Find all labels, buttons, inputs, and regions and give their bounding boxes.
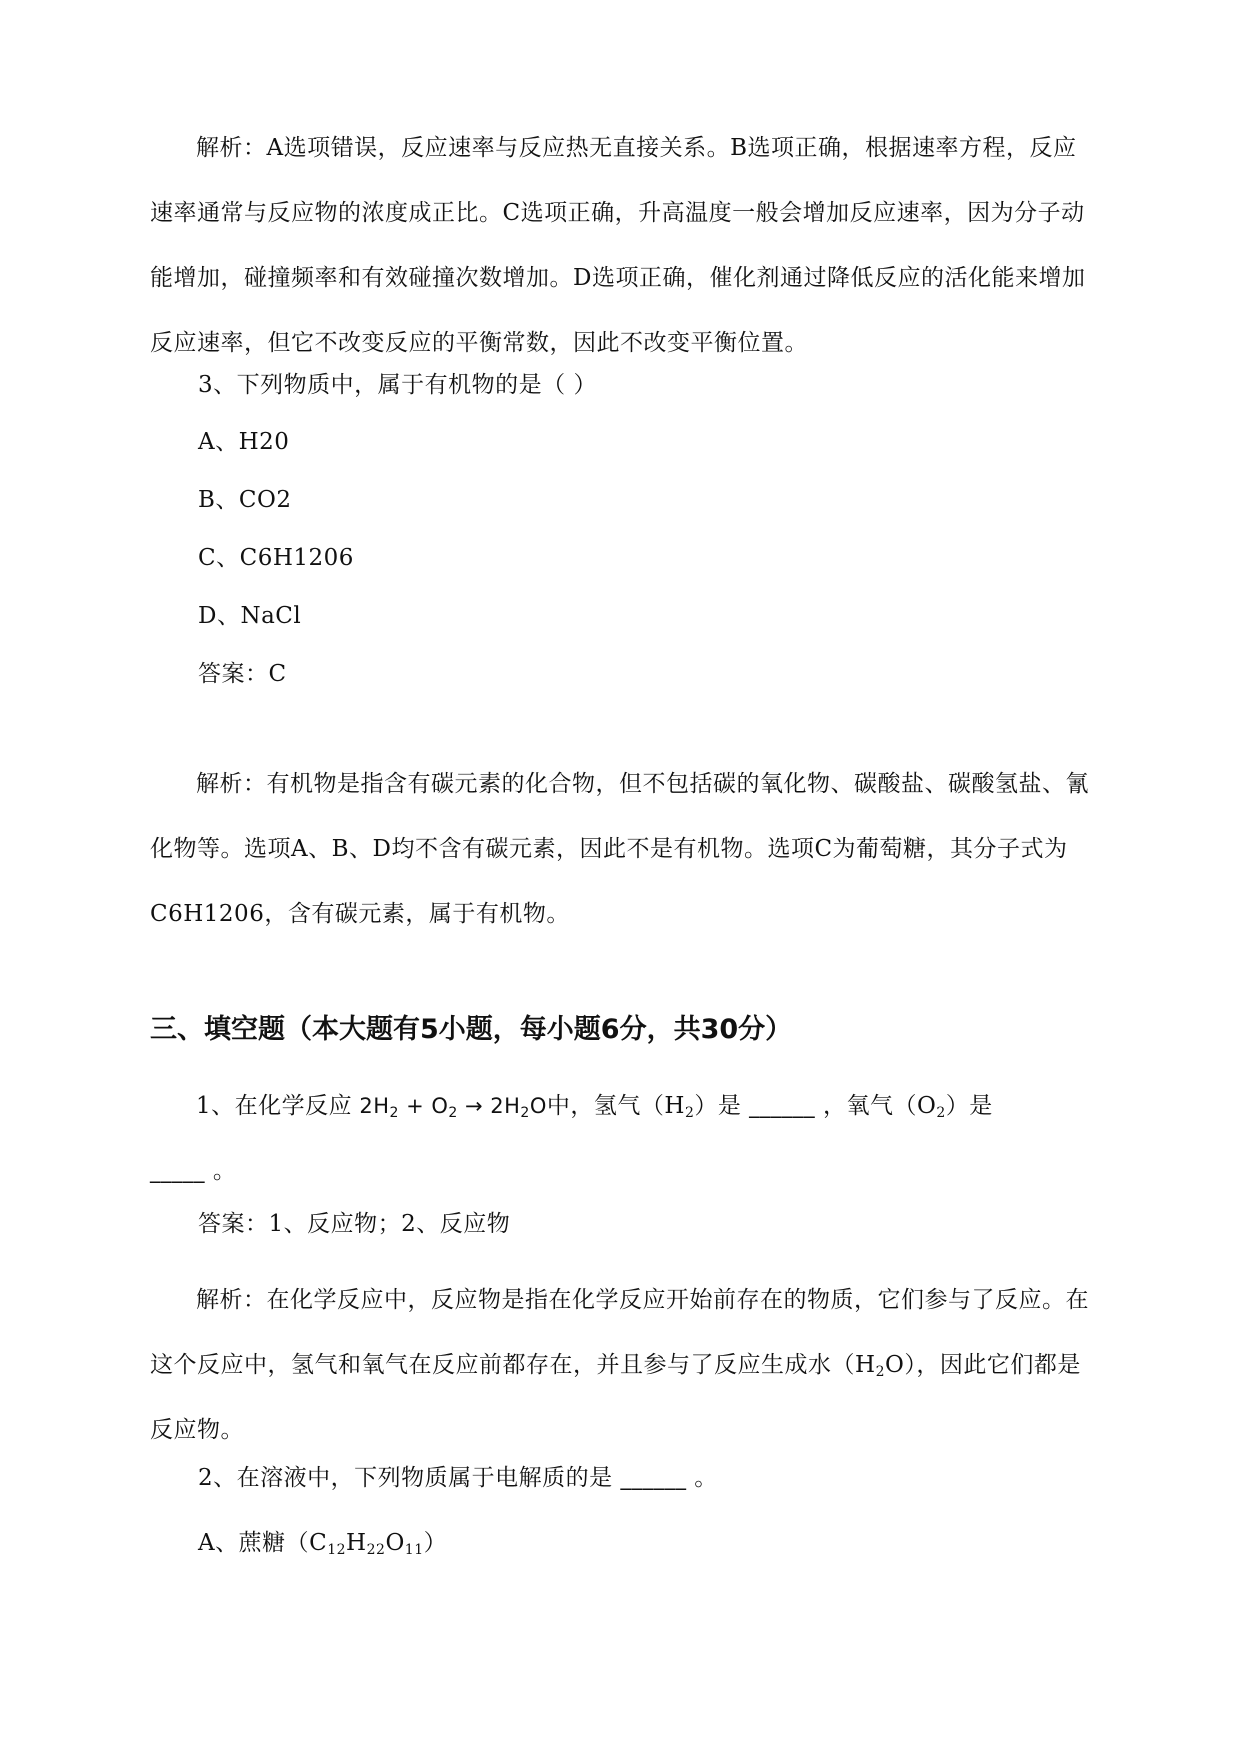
answer-q3: 答案：C: [198, 661, 287, 687]
analysis-q3: 解析：有机物是指含有碳元素的化合物，但不包括碳的氧化物、碳酸盐、碳酸氢盐、氰化物等。选项A、B、D均不含有碳元素，因此不是有机物。选项C为葡萄糖，其分子式为C6H1206，含有碳元素，属于有机物。: [150, 771, 1089, 927]
answer-fill-1: 答案：1、反应物；2、反应物: [198, 1211, 511, 1237]
answer-blank-2[interactable]: _____: [150, 1159, 205, 1183]
option-d: D、NaCl: [198, 603, 302, 629]
fill-question-1: 1、在化学反应 $2H_2 + O_2 \to 2H_2O$中，氢气$(H_2)$是 ______ ，氧气$(O_2)$是 _____ 。: [150, 1093, 993, 1184]
option-b: B、CO2: [198, 487, 292, 513]
option-a: A、H20: [198, 429, 290, 455]
answer-blank-1[interactable]: ______: [749, 1094, 816, 1118]
answer-blank-3[interactable]: ______: [620, 1466, 687, 1490]
analysis-fill-1: 解析：在化学反应中，反应物是指在化学反应开始前存在的物质，它们参与了反应。在这个反应中，氢气和氧气在反应前都存在，并且参与了反应生成水$(H_2O)$，因此它们都是反应物。: [150, 1287, 1089, 1443]
question-3: 3、下列物质中，属于有机物的是（ ）: [198, 372, 597, 398]
analysis-q2: 解析：A选项错误，反应速率与反应热无直接关系。B选项正确，根据速率方程，反应速率通常与反应物的浓度成正比。C选项正确，升高温度一般会增加反应速率，因为分子动能增加，碰撞频率和有效碰撞次数增加。D选项正确，催化剂通过降低反应的活化能来增加反应速率，但它不改变反应的平衡常数，因此不改变平衡位置。: [150, 135, 1086, 356]
section-heading: 三、填空题（本大题有5小题，每小题6分，共30分）: [150, 1014, 793, 1045]
fill2-option-a: A、蔗糖$(C_{12}H_{22}O_{11})$: [198, 1530, 448, 1558]
fill-question-2: 2、在溶液中，下列物质属于电解质的是 ______ 。: [198, 1465, 718, 1491]
option-c: C、C6H1206: [198, 545, 354, 571]
